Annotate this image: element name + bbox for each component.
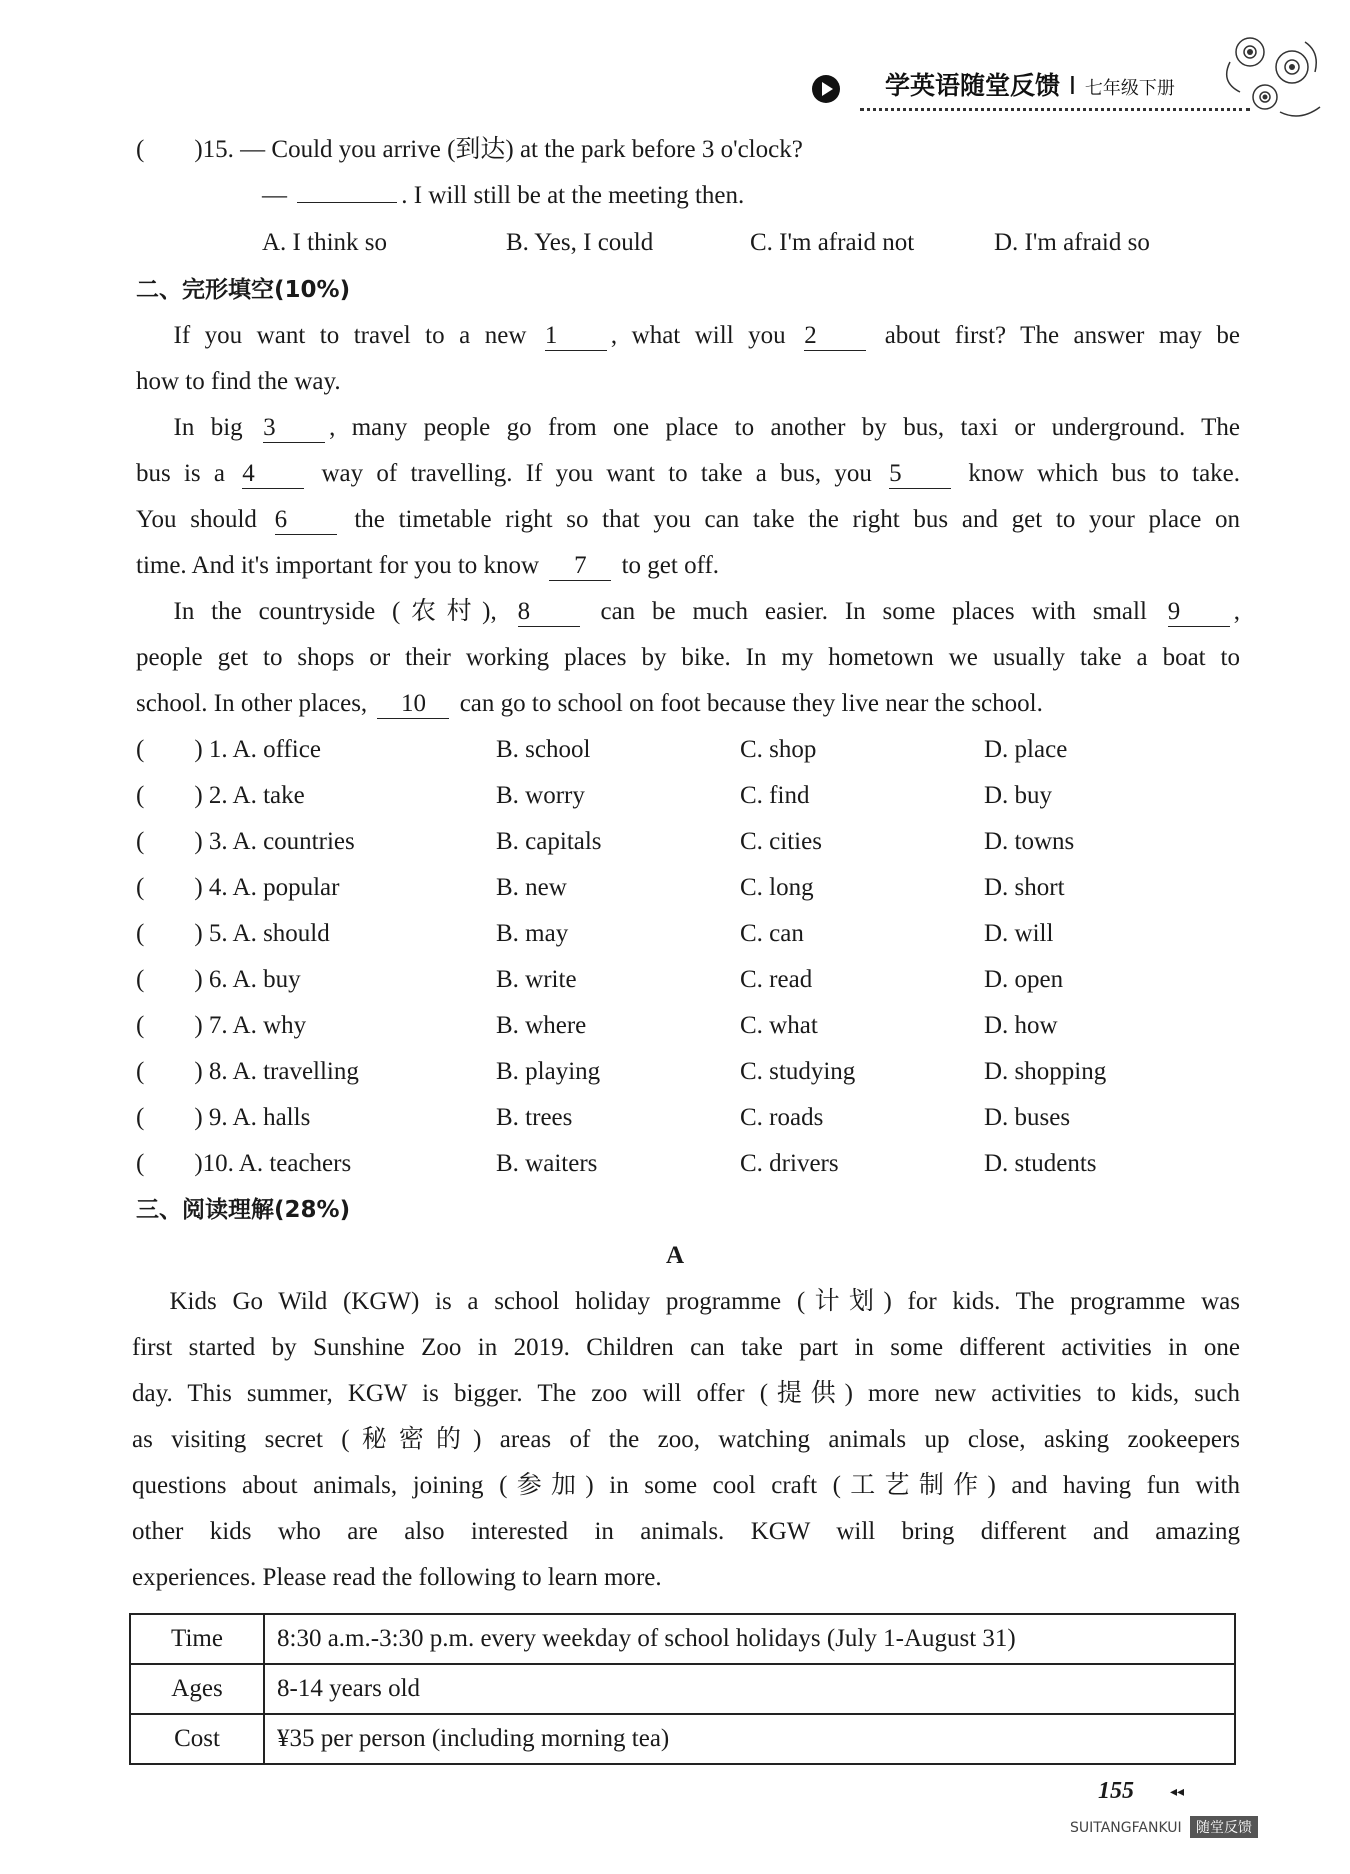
cloze-text: In big (173, 414, 243, 441)
cloze-question-row (136, 1010, 1196, 1042)
cloze-text: school. In other places, (136, 690, 368, 717)
table-key: Cost (130, 1714, 264, 1764)
page-arrows-icon: ◂◂ (1170, 1785, 1185, 1800)
cloze-text: You should (136, 506, 257, 533)
table-row (130, 1664, 1235, 1714)
cloze-text: In the countryside (农村), (173, 598, 497, 625)
programme-info-table (129, 1613, 1236, 1765)
cloze-text: If you want to travel to a new (173, 322, 527, 349)
option-b: B. may (496, 920, 569, 947)
option-c: C. find (740, 782, 810, 809)
cloze-text: , what will you (610, 322, 786, 349)
option-b: B. school (496, 736, 591, 763)
cloze-question-row (136, 872, 1196, 904)
cloze-text: time. And it's important for you to know (136, 552, 540, 579)
option-c: C. drivers (740, 1150, 839, 1177)
passage-line: first started by Sunshine Zoo in 2019. Children can take part in some different activities in one (132, 1334, 1240, 1361)
option-d: D. towns (984, 828, 1075, 855)
blank-6[interactable]: 6 (275, 506, 337, 535)
cloze-text: can go to school on foot because they live near the school. (459, 690, 1043, 717)
book-title (885, 66, 1175, 102)
question-number-option-a: ( ) 7. A. why (136, 1012, 307, 1039)
question-number-option-a: ( ) 9. A. halls (136, 1104, 311, 1131)
answer-blank[interactable] (297, 202, 397, 203)
cloze-question-row (136, 826, 1196, 858)
option-c: C. cities (740, 828, 822, 855)
option-c: C. shop (740, 736, 817, 763)
section-3-heading: 三、阅读理解(28%) (136, 1197, 351, 1223)
option-d: D. place (984, 736, 1068, 763)
cloze-text: about first? The answer may be (884, 322, 1241, 349)
cloze-line (136, 458, 1240, 490)
cloze-text: can be much easier. In some places with small (600, 598, 1147, 625)
option-d: D. shopping (984, 1058, 1107, 1085)
option-d: D. students (984, 1150, 1097, 1177)
option-c: C. roads (740, 1104, 824, 1131)
cloze-text: , many people go from one place to another by bus, taxi or underground. The (329, 414, 1240, 441)
cloze-text: bus is a (136, 460, 225, 487)
question-number-option-a: ( ) 5. A. should (136, 920, 330, 947)
option-b: B. Yes, I could (506, 229, 654, 256)
question-number-option-a: ( ) 4. A. popular (136, 874, 340, 901)
blank-8[interactable]: 8 (518, 598, 580, 627)
flower-ornament-icon (1210, 22, 1330, 132)
table-value: ¥35 per person (including morning tea) (264, 1714, 1235, 1764)
table-row (130, 1614, 1235, 1664)
question-number-option-a: ( ) 3. A. countries (136, 828, 355, 855)
cloze-line (136, 688, 1043, 720)
play-icon (812, 75, 840, 103)
passage-line: experiences. Please read the following to learn more. (132, 1564, 662, 1591)
cloze-line: how to find the way. (136, 368, 341, 395)
cloze-question-row (136, 1148, 1196, 1180)
passage-title: A (665, 1242, 685, 1269)
option-c: C. long (740, 874, 814, 901)
passage-line: other kids who are also interested in animals. KGW will bring different and amazing (132, 1518, 1240, 1545)
section-2-heading: 二、完形填空(10%) (136, 277, 351, 303)
option-c: C. I'm afraid not (750, 229, 915, 256)
option-d: D. buses (984, 1104, 1071, 1131)
reply-text: . I will still be at the meeting then. (401, 182, 745, 209)
option-b: B. write (496, 966, 577, 993)
cloze-question-row (136, 918, 1196, 950)
blank-1[interactable]: 1 (545, 322, 607, 351)
cloze-text: know which bus to take. (968, 460, 1241, 487)
table-key: Ages (130, 1664, 264, 1714)
blank-5[interactable]: 5 (889, 460, 951, 489)
option-b: B. new (496, 874, 567, 901)
question-number-option-a: ( ) 2. A. take (136, 782, 305, 809)
option-d: D. buy (984, 782, 1053, 809)
question-number-option-a: ( ) 6. A. buy (136, 966, 301, 993)
option-b: B. waiters (496, 1150, 598, 1177)
question-15-number: ( )15. (136, 136, 234, 163)
cloze-question-row (136, 1102, 1196, 1134)
option-c: C. read (740, 966, 813, 993)
cloze-text: the timetable right so that you can take the right bus and get to your place on (354, 506, 1240, 533)
question-15 (136, 134, 803, 166)
cloze-question-row (136, 964, 1196, 996)
question-number-option-a: ( )10. A. teachers (136, 1150, 352, 1177)
cloze-line: people get to shops or their working places by bike. In my hometown we usually take a boat to (136, 644, 1240, 671)
cloze-question-row (136, 1056, 1196, 1088)
option-a: A. I think so (262, 229, 387, 256)
option-c: C. can (740, 920, 804, 947)
cloze-text: way of travelling. If you want to take a bus, you (321, 460, 872, 487)
table-value: 8-14 years old (264, 1664, 1235, 1714)
blank-2[interactable]: 2 (804, 322, 866, 351)
question-15-stem: — Could you arrive (到达) at the park before 3 o'clock? (240, 136, 803, 163)
option-b: B. playing (496, 1058, 601, 1085)
option-d: D. short (984, 874, 1065, 901)
blank-4[interactable]: 4 (242, 460, 304, 489)
cloze-text: , (1233, 598, 1241, 625)
option-b: B. worry (496, 782, 585, 809)
cloze-question-row (136, 734, 1196, 766)
blank-9[interactable]: 9 (1168, 598, 1230, 627)
passage-line: day. This summer, KGW is bigger. The zoo will offer (提供) more new activities to kids, such (132, 1380, 1240, 1407)
blank-7[interactable]: 7 (549, 552, 611, 581)
question-15-options (136, 227, 1196, 259)
cloze-line (136, 412, 1240, 444)
option-c: C. studying (740, 1058, 856, 1085)
cloze-line (136, 320, 1240, 352)
cloze-line (136, 504, 1240, 536)
question-number-option-a: ( ) 1. A. office (136, 736, 321, 763)
page-number: 155 (1098, 1778, 1134, 1804)
blank-10[interactable]: 10 (377, 690, 449, 719)
table-key: Time (130, 1614, 264, 1664)
header-separator: I (1068, 71, 1077, 100)
blank-3[interactable]: 3 (263, 414, 325, 443)
cloze-text: to get off. (621, 552, 720, 579)
option-d: D. I'm afraid so (994, 229, 1150, 256)
cloze-line (136, 550, 719, 582)
option-b: B. where (496, 1012, 587, 1039)
book-subtitle: 七年级下册 (1084, 78, 1175, 99)
reply-dash: — (262, 182, 287, 209)
option-b: B. trees (496, 1104, 573, 1131)
option-d: D. how (984, 1012, 1058, 1039)
footer-brand: SUITANGFANKUI (1070, 1820, 1182, 1836)
option-b: B. capitals (496, 828, 602, 855)
passage-line: questions about animals, joining (参加) in some cool craft (工艺制作) and having fun with (132, 1472, 1240, 1499)
footer-brand-box: 随堂反馈 (1190, 1816, 1258, 1838)
option-d: D. open (984, 966, 1064, 993)
book-title-text: 学英语随堂反馈 (885, 71, 1061, 100)
cloze-question-row (136, 780, 1196, 812)
passage-line: as visiting secret (秘密的) areas of the zoo, watching animals up close, asking zookeepers (132, 1426, 1240, 1453)
table-row (130, 1714, 1235, 1764)
passage-line (132, 1286, 1240, 1318)
question-number-option-a: ( ) 8. A. travelling (136, 1058, 359, 1085)
option-d: D. will (984, 920, 1054, 947)
passage-text: Kids Go Wild (KGW) is a school holiday programme (计划) for kids. The programme was (169, 1288, 1240, 1315)
header-dotted-rule (860, 108, 1250, 111)
question-15-reply (262, 180, 744, 212)
cloze-line (136, 596, 1240, 628)
option-c: C. what (740, 1012, 818, 1039)
table-value: 8:30 a.m.-3:30 p.m. every weekday of school holidays (July 1-August 31) (264, 1614, 1235, 1664)
